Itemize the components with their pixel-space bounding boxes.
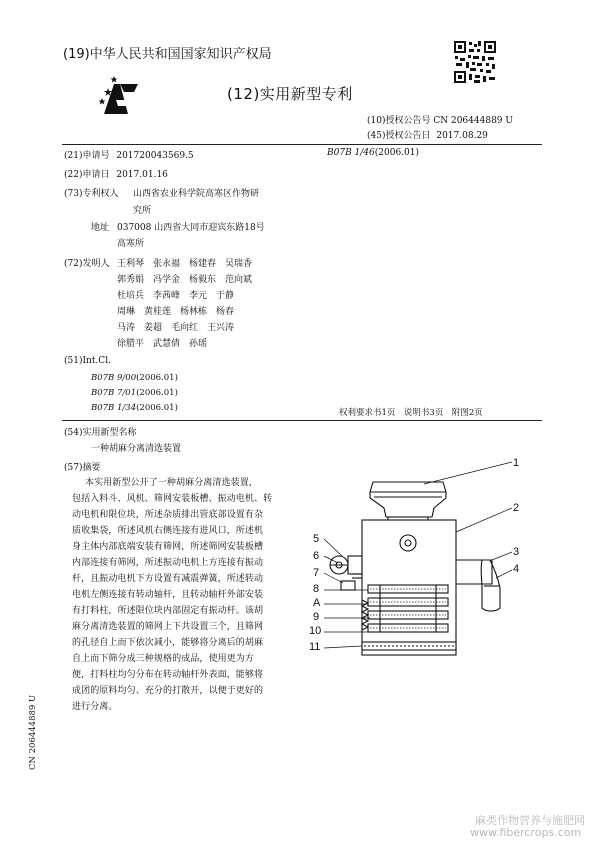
ipc-main-row — [327, 148, 419, 158]
int-cl-version: (2006.01) — [136, 403, 178, 413]
publication-number-row — [367, 113, 513, 126]
application-date-row — [64, 167, 168, 180]
abstract-line: 动电机和限位块，所述杂质排出管底部设置有杂 — [72, 510, 264, 520]
int-cl-entry — [91, 403, 178, 413]
address-label: 地址 — [91, 223, 110, 233]
int-cl-version: (2006.01) — [136, 388, 178, 398]
abstract-line: 身主体内部底端安装有筛网，所述筛网安装板槽 — [72, 542, 264, 552]
biblio-divider — [62, 420, 542, 421]
ipc-main-version: (2006.01) — [374, 148, 420, 158]
watermark-line-2: www.fibercrops.com — [470, 826, 582, 839]
document-type-title: (12)实用新型专利 — [227, 85, 353, 103]
abstract-line: 成团的原料均匀、充分的打散开，以便于更好的 — [72, 686, 264, 696]
int-cl-version: (2006.01) — [136, 373, 178, 383]
inventor-line-1: 王利琴 张永福 杨建春 吴瑞香 — [117, 259, 253, 269]
publication-number: CN 206444889 U — [433, 116, 513, 126]
publication-date-row — [367, 128, 488, 141]
inventor-line-2: 郭秀娟 冯学金 杨毅东 范向斌 — [117, 275, 253, 285]
abstract-line: 包括入料斗、风机、筛网安装板槽、振动电机、转 — [72, 494, 273, 504]
abstract-line: 杆，且振动电机下方设置有减震弹簧，所述转动 — [72, 574, 264, 584]
title-label: (54)实用新型名称 — [64, 428, 137, 438]
patentee-line-2: 究所 — [133, 206, 152, 216]
figure-label: A — [313, 597, 321, 609]
inventor-line-3: 杜培兵 李茜峰 李元 于静 — [117, 291, 235, 301]
publication-date: 2017.08.29 — [436, 131, 488, 141]
inventor-line-4: 周琳 黄桂莲 杨林栋 杨春 — [117, 307, 235, 317]
application-date: 2017.01.16 — [116, 170, 168, 180]
application-number-label: (21)申请号 — [64, 151, 110, 161]
int-cl-label: (51)Int.Cl. — [64, 356, 111, 366]
int-cl-code: B07B 9/00 — [91, 373, 137, 383]
figure-label: 9 — [313, 611, 320, 623]
figure-label: 11 — [309, 641, 321, 653]
application-number: 201720043569.5 — [116, 151, 194, 161]
int-cl-code: B07B 1/34 — [91, 403, 137, 413]
inventor-line-6: 徐腊平 武慧倩 孙瑶 — [117, 339, 208, 349]
abstract-line: 本实用新型公开了一种胡麻分离清选装置， — [85, 478, 258, 488]
figure-label: 5 — [313, 533, 320, 545]
office-name: (19)中华人民共和国国家知识产权局 — [63, 47, 272, 62]
abstract-line: 麻分离清选装置的筛网上下共设置三个，且筛网 — [72, 622, 264, 632]
abstract-line: 的孔径自上而下依次减小，能够将分离后的胡麻 — [72, 638, 264, 648]
inventors-label: (72)发明人 — [64, 259, 110, 269]
patentee-label: (73)专利权人 — [64, 189, 119, 199]
cnipa-logo-icon — [98, 74, 144, 120]
device-drawing — [300, 450, 550, 665]
abstract-line: 质收集袋，所述风机右侧连接有进风口，所述机 — [72, 526, 264, 536]
ipc-main-code: B07B 1/46 — [327, 148, 375, 158]
application-date-label: (22)申请日 — [64, 170, 110, 180]
figure-label: 7 — [313, 567, 320, 579]
claims-page-info: 权利要求书1页 说明书3页 附图2页 — [339, 408, 483, 418]
address-line-1: 037008 山西省大同市迎宾东路18号 — [117, 223, 265, 233]
header-divider — [62, 144, 542, 145]
abstract-line: 自上而下筛分成三种规格的成品，使用更为方 — [72, 654, 255, 664]
qr-code-icon — [453, 40, 497, 84]
figure-label: 6 — [313, 550, 320, 562]
abstract-label: (57)摘要 — [64, 463, 101, 473]
abstract-line: 进行分离。 — [72, 702, 118, 712]
abstract-line: 便，打料柱均匀分布在转动轴杆外表面，能够将 — [72, 670, 264, 680]
watermark-line-1: 麻类作物营养与施肥网 — [475, 814, 585, 827]
application-number-row — [64, 148, 194, 161]
figure-label: 2 — [513, 502, 520, 514]
int-cl-code: B07B 7/01 — [91, 388, 137, 398]
publication-date-label: (45)授权公告日 — [367, 131, 431, 141]
abstract-line: 电机左侧连接有转动轴杆，且转动轴杆外部安装 — [72, 590, 264, 600]
figure-label: 3 — [513, 546, 520, 558]
utility-model-title: 一种胡麻分离清选装置 — [91, 444, 182, 454]
figure-label: 8 — [313, 583, 320, 595]
publication-number-label: (10)授权公告号 — [367, 116, 431, 126]
int-cl-entry — [91, 388, 178, 398]
figure-label: 4 — [513, 563, 520, 575]
abstract-line: 内部连接有筛网，所述振动电机上方连接有振动 — [72, 558, 264, 568]
inventor-line-5: 马涛 姜超 毛向红 王兴涛 — [117, 323, 235, 333]
int-cl-entry — [91, 373, 178, 383]
address-line-2: 高寒所 — [117, 239, 145, 249]
figure-label: 1 — [513, 457, 520, 469]
patentee-line-1: 山西省农业科学院高寒区作物研 — [133, 189, 260, 199]
side-publication-number: CN 206444889 U — [28, 694, 38, 770]
figure-label: 10 — [309, 625, 322, 637]
abstract-line: 有打料柱，所述限位块内部固定有振动杆。该胡 — [72, 606, 264, 616]
